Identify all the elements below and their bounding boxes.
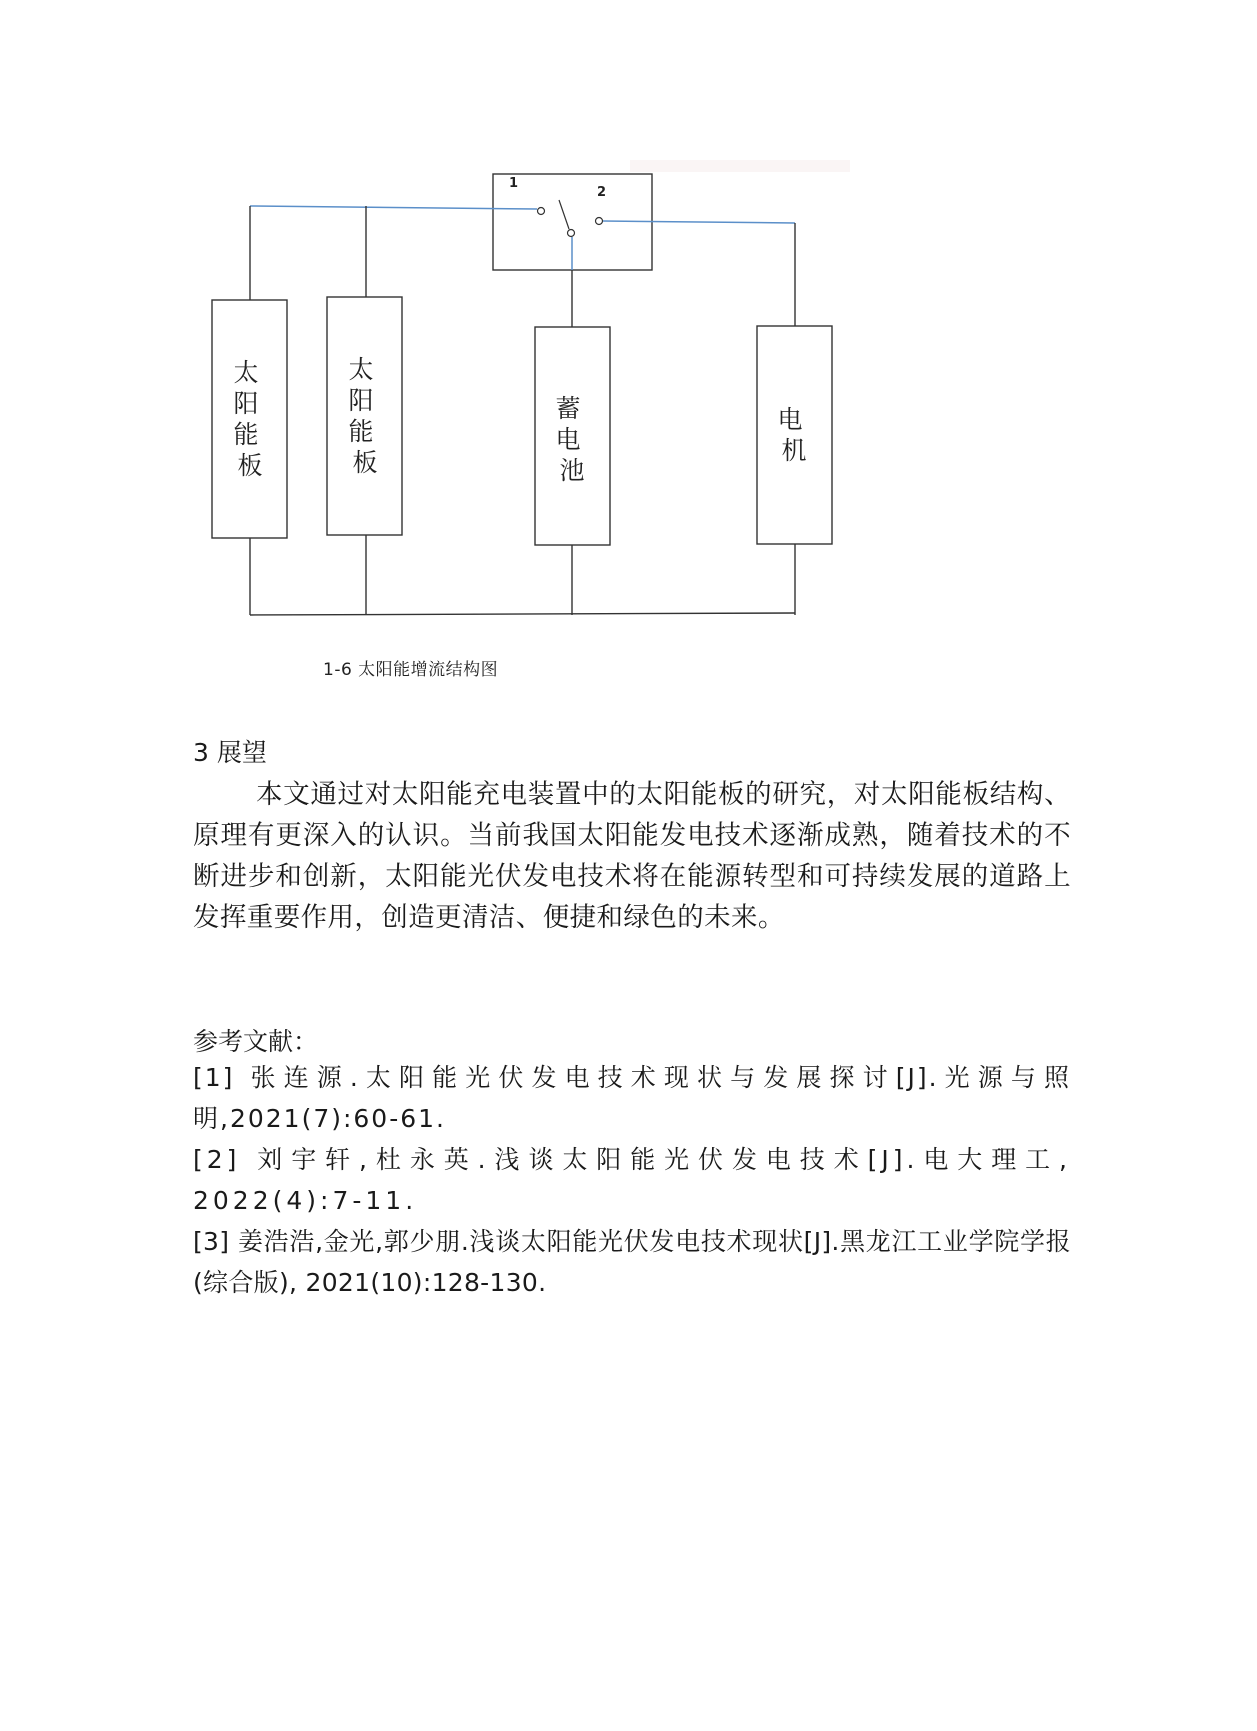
- section-body: 本文通过对太阳能充电装置中的太阳能板的研究，对太阳能板结构、原理有更深入的认识。当前我国太阳能发电技术逐渐成熟，随着技术的不断进步和创新，太阳能光伏发电技术将在能源转型和可持续发展的道路上发挥重要作用，创造更清洁、便捷和绿色的未来。: [193, 779, 1071, 933]
- motor-box: [757, 326, 832, 544]
- solar-panel-box-2: [327, 297, 402, 535]
- pivot-contact: [568, 230, 575, 237]
- contact-2: [596, 218, 603, 225]
- solar-panel-label-2: 太 阳 能 板: [348, 355, 378, 477]
- reference-item-1: [1] 张连源.太阳能光伏发电技术现状与发展探讨[J].光源与照明,2021(7):60-61.: [193, 1063, 1071, 1133]
- contact-1: [538, 208, 545, 215]
- scan-smudge: [630, 160, 850, 172]
- switch-label-1: 1: [509, 176, 519, 191]
- solar-current-boost-diagram: [0, 0, 1257, 700]
- solar-panel-box-1: [212, 300, 287, 538]
- section-heading: 3 展望: [193, 738, 267, 767]
- references-heading: 参考文献：: [193, 1027, 319, 1056]
- battery-label: 蓄 电 池: [555, 394, 585, 485]
- motor-label: 电 机: [777, 405, 807, 465]
- solar-panel-label-1: 太 阳 能 板: [233, 358, 263, 480]
- reference-item-3: [3] 姜浩浩,金光,郭少朋.浅谈太阳能光伏发电技术现状[J].黑龙江工业学院学报(综合版), 2021(10):128-130.: [193, 1227, 1071, 1297]
- reference-item-2: [2] 刘宇轩,杜永英.浅谈太阳能光伏发电技术[J].电大理工, 2022(4):7-11.: [193, 1145, 1071, 1215]
- switch-label-2: 2: [597, 185, 607, 200]
- bottom-wiring: [250, 535, 795, 615]
- figure-caption: 1-6 太阳能增流结构图: [323, 660, 499, 680]
